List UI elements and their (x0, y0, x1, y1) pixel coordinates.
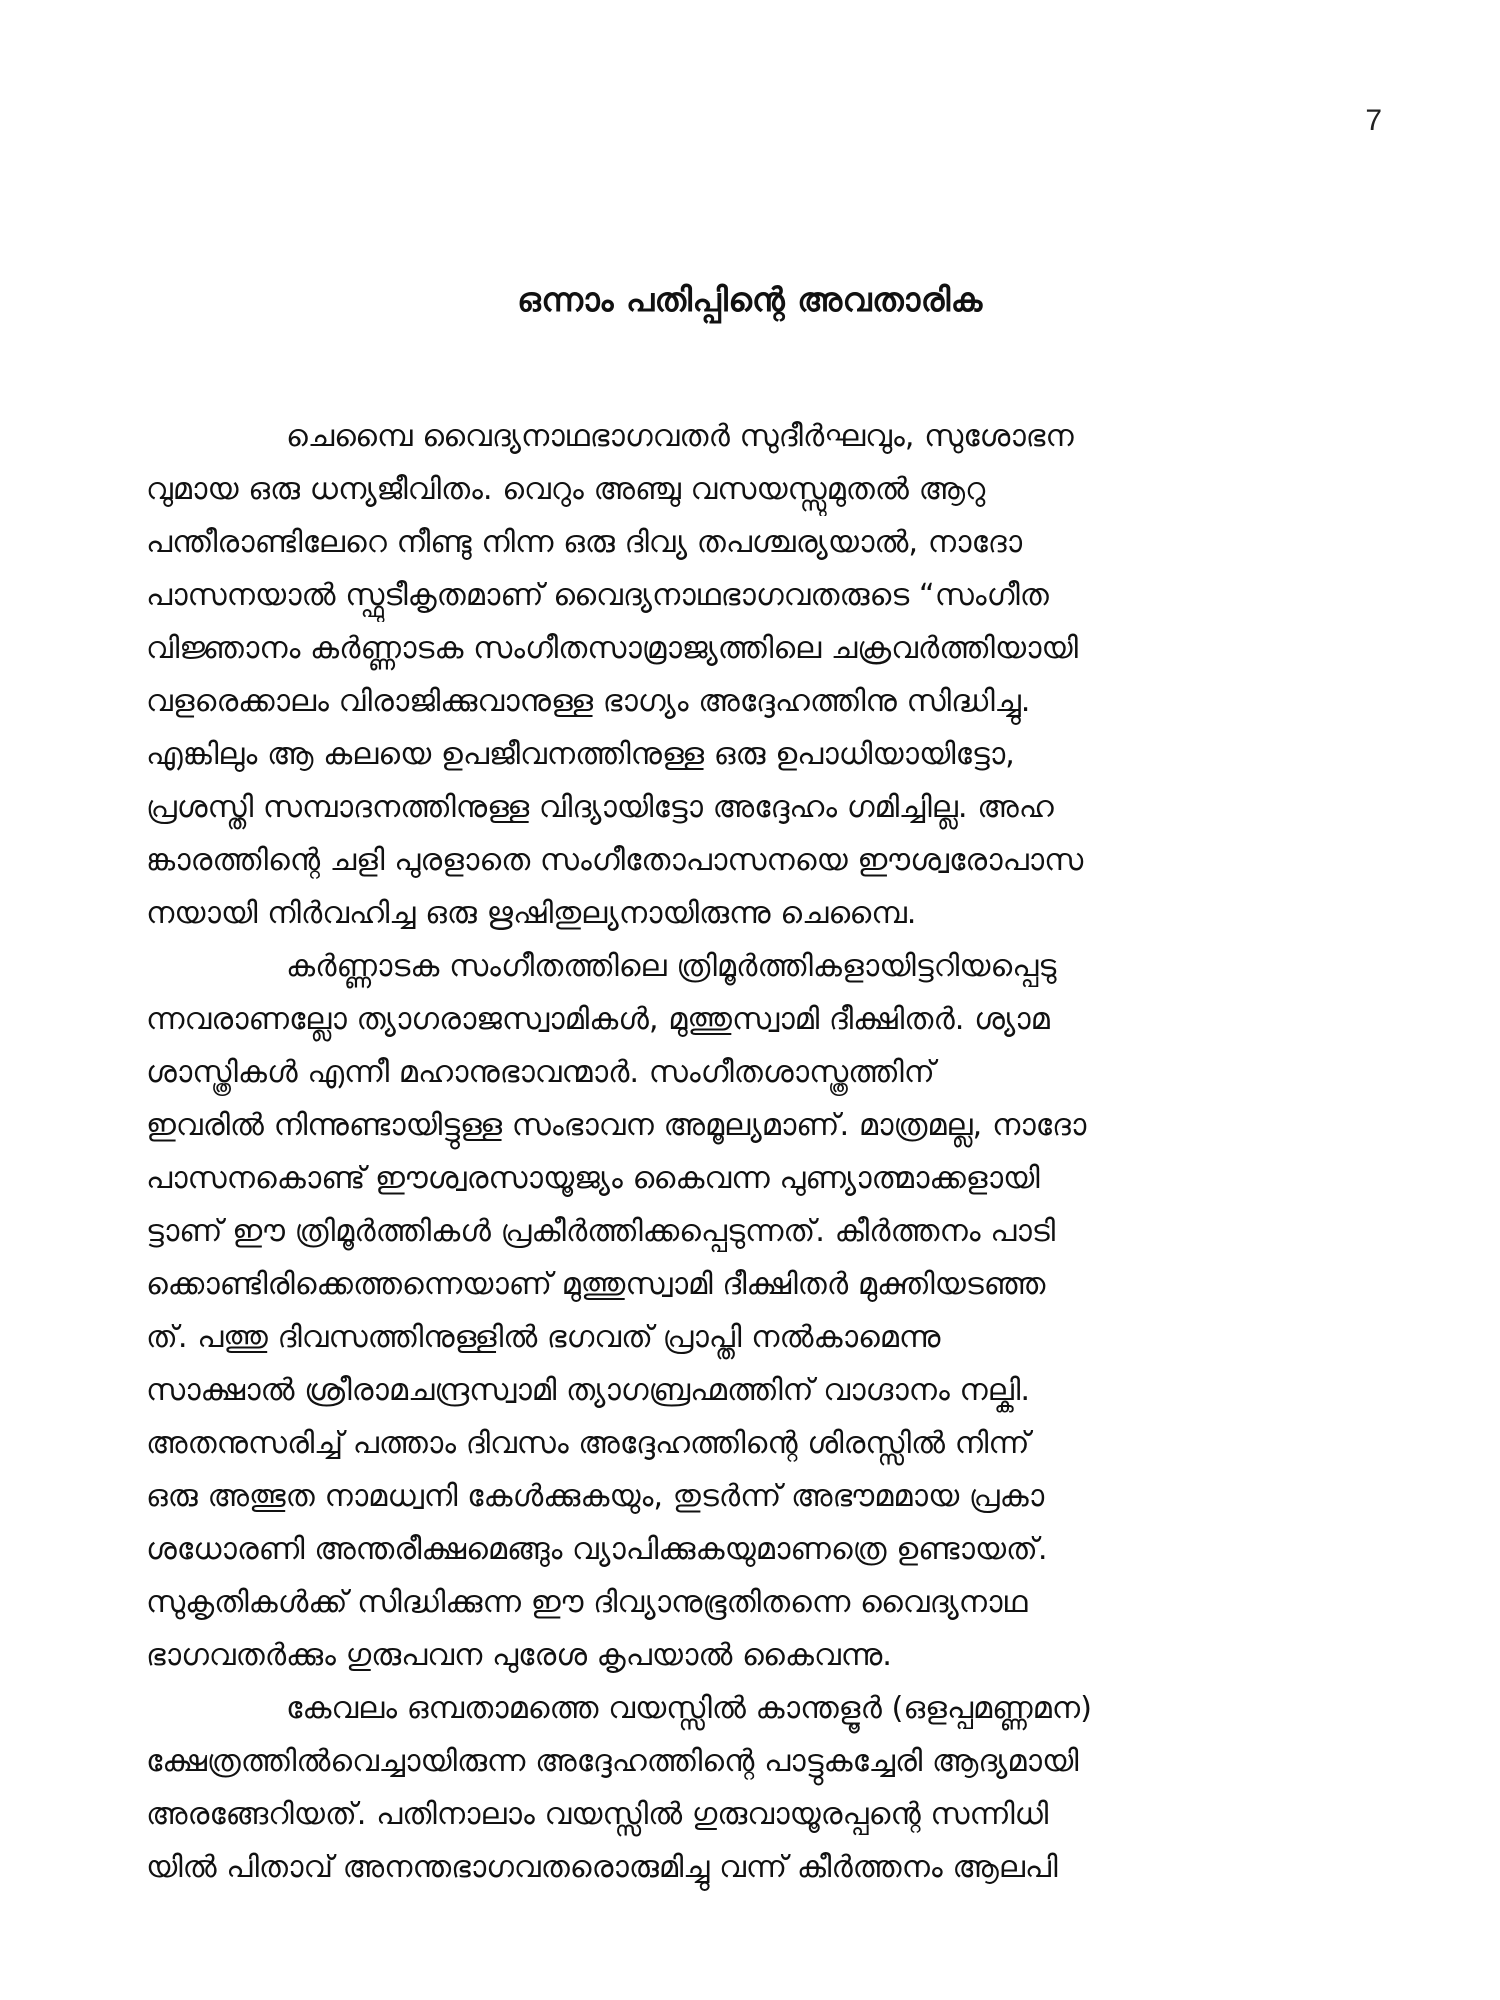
page-number: 7 (1365, 104, 1382, 137)
paragraph-2-line: ട്ടാണ് ഈ ത്രിമൂർത്തികൾ പ്രകീർത്തിക്കപ്പെടുന്നത്. കീർത്തനം പാടി (146, 1214, 1056, 1249)
paragraph-2-line: ന്നവരാണല്ലോ ത്യാഗരാജസ്വാമികൾ, മുത്തുസ്വാമി ദീക്ഷിതർ. ശ്യാമ (146, 1002, 1050, 1037)
paragraph-3-line: യിൽ പിതാവ് അനന്തഭാഗവതരൊരുമിച്ചു വന്ന് കീർത്തനം ആലപി (146, 1850, 1058, 1885)
paragraph-1-line: വുമായ ഒരു ധന്യജീവിതം. വെറും അഞ്ചു വസയസ്സുമുതൽ ആറു (146, 472, 986, 507)
paragraph-3-line: അരങ്ങേറിയത്. പതിനാലാം വയസ്സിൽ ഗുരുവായൂരപ്പന്റെ സന്നിധി (146, 1797, 1049, 1832)
paragraph-2-line: ഒരു അത്ഭുത നാമധ്വനി കേൾക്കുകയും, തുടർന്ന് അഭൗമമായ പ്രകാ (146, 1479, 1045, 1514)
paragraph-1-line: എങ്കിലും ആ കലയെ ഉപജീവനത്തിനുള്ള ഒരു ഉപാധിയായിട്ടോ, (146, 737, 1015, 772)
paragraph-2-line: ക്കൊണ്ടിരിക്കെത്തന്നെയാണ് മുത്തുസ്വാമി ദീക്ഷിതർ മുക്തിയടഞ്ഞ (146, 1267, 1046, 1302)
body-text (146, 410, 1396, 1894)
paragraph-2-line: പാസനകൊണ്ട് ഈശ്വരസായൂജ്യം കൈവന്ന പുണ്യാത്മാക്കളായി (146, 1161, 1040, 1196)
paragraph-2-line: അതനുസരിച്ച് പത്താം ദിവസം അദ്ദേഹത്തിന്റെ ശിരസ്സിൽ നിന്ന് (146, 1426, 1030, 1461)
paragraph-1-line: പന്തീരാണ്ടിലേറെ നീണ്ടു നിന്ന ഒരു ദിവ്യ തപശ്ചര്യയാൽ, നാദോ (146, 525, 1023, 560)
paragraph-3-line: ക്ഷേത്രത്തിൽവെച്ചായിരുന്ന അദ്ദേഹത്തിന്റെ പാട്ടുകച്ചേരി ആദ്യമായി (146, 1744, 1079, 1779)
paragraph-3-line: കേവലം ഒമ്പതാമത്തെ വയസ്സിൽ കാന്തളൂർ (ഒളപ്പമണ്ണമന) (286, 1691, 1092, 1726)
paragraph-2-line: സുകൃതികൾക്ക് സിദ്ധിക്കുന്ന ഈ ദിവ്യാനുഭൂതിതന്നെ വൈദ്യനാഥ (146, 1585, 1028, 1620)
paragraph-2-line: ശാസ്ത്രികൾ എന്നീ മഹാനുഭാവന്മാർ. സംഗീതശാസ്ത്രത്തിന് (146, 1055, 935, 1090)
paragraph-1-line: വളരെക്കാലം വിരാജിക്കുവാനുള്ള ഭാഗ്യം അദ്ദേഹത്തിനു സിദ്ധിച്ചു. (146, 684, 1031, 719)
paragraph-1-line: പാസനയാൽ സ്ഫുടീകൃതമാണ് വൈദ്യനാഥഭാഗവതരുടെ “സംഗീത (146, 578, 1049, 613)
paragraph-2-line: ത്. പത്തു ദിവസത്തിനുള്ളിൽ ഭഗവത് പ്രാപ്തി നൽകാമെന്നു (146, 1320, 941, 1355)
paragraph-1-line: ങ്കാരത്തിന്റെ ചളി പുരളാതെ സംഗീതോപാസനയെ ഈശ്വരോപാസ (146, 843, 1084, 878)
paragraph-2-line: സാക്ഷാൽ ശ്രീരാമചന്ദ്രസ്വാമി ത്യാഗബ്രഹ്മത്തിന് വാഗ്ദാനം നല്കി. (146, 1373, 1031, 1408)
paragraph-2-line: കർണ്ണാടക സംഗീതത്തിലെ ത്രിമൂർത്തികളായിട്ടറിയപ്പെടു (286, 949, 1057, 984)
paragraph-1-line: നയായി നിർവഹിച്ച ഒരു ഋഷിതുല്യനായിരുന്നു ചെമ്പൈ. (146, 896, 917, 931)
paragraph-2-line: ശധോരണി അന്തരീക്ഷമെങ്ങും വ്യാപിക്കുകയുമാണത്രെ ഉണ്ടായത്. (146, 1532, 1048, 1567)
paragraph-1-line: പ്രശസ്തി സമ്പാദനത്തിനുള്ള വിദ്യായിട്ടോ അദ്ദേഹം ഗമിച്ചില്ല. അഹ (146, 790, 1054, 825)
chapter-title: ഒന്നാം പതിപ്പിന്റെ അവതാരിക (517, 280, 983, 319)
paragraph-2-line: ഇവരിൽ നിന്നുണ്ടായിട്ടുള്ള സംഭാവന അമൂല്യമാണ്. മാത്രമല്ല, നാദോ (146, 1108, 1087, 1143)
paragraph-1-line: വിജ്ഞാനം കർണ്ണാടക സംഗീതസാമ്രാജ്യത്തിലെ ചക്രവർത്തിയായി (146, 631, 1079, 666)
paragraph-1-line: ചെമ്പൈ വൈദ്യനാഥഭാഗവതർ സുദീർഘവും, സുശോഭന (286, 419, 1074, 454)
paragraph-2-line: ഭാഗവതർക്കും ഗുരുപവന പുരേശ കൃപയാൽ കൈവന്നു. (146, 1638, 892, 1673)
